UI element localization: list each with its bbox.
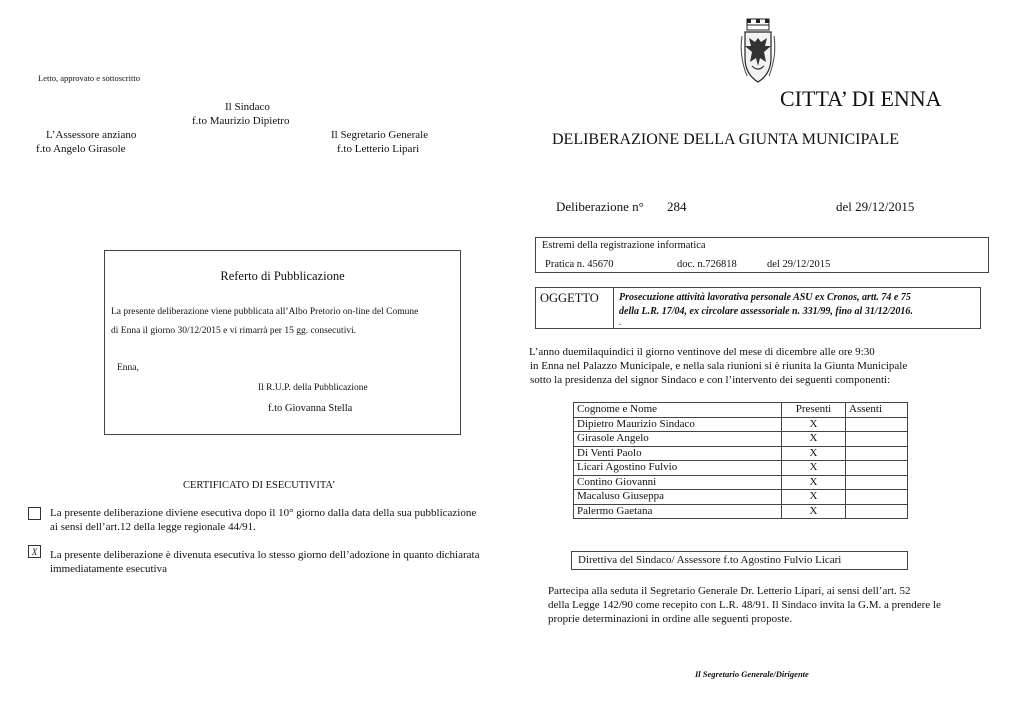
member-present: X [782,432,846,447]
member-absent [846,432,908,447]
member-name: Palermo Gaetana [574,504,782,519]
document-title: DELIBERAZIONE DELLA GIUNTA MUNICIPALE [552,131,899,148]
option1-line2: ai sensi dell’art.12 della legge regionale 44/91. [50,521,256,533]
member-name: Licari Agostino Fulvio [574,461,782,476]
publication-text-line1: La presente deliberazione viene pubblicata all’Albo Pretorio on-line del Comune [111,307,419,317]
coat-of-arms-icon [738,16,778,86]
subject-line3: . [619,317,622,327]
table-row [574,490,908,505]
certificate-title: CERTIFICATO DI ESECUTIVITA’ [183,480,336,491]
subject-line2: della L.R. 17/04, ex circolare assessoriale n. 331/99, fino al 31/12/2016. [619,306,913,317]
secretary-title: Il Segretario Generale [331,129,429,141]
registration-title: Estremi della registrazione informatica [542,240,706,251]
table-row [574,446,908,461]
member-absent [846,475,908,490]
member-present: X [782,446,846,461]
directive-box [571,551,908,570]
secretary-signature: f.to Letterio Lipari [337,143,420,155]
member-present: X [782,475,846,490]
member-absent [846,417,908,432]
member-name: Girasole Angelo [574,432,782,447]
member-absent [846,490,908,505]
publication-report-box [104,250,461,435]
member-absent [846,504,908,519]
deliberation-number: 284 [667,199,687,214]
table-row [574,475,908,490]
option2-line2: immediatamente esecutiva [50,563,167,575]
header-absent: Assenti [846,403,908,418]
members-header-row [574,403,908,418]
option2-checkbox[interactable]: X [28,545,41,558]
subject-text-box [613,287,981,329]
member-name: Contino Giovanni [574,475,782,490]
table-row [574,461,908,476]
member-name: Macaluso Giuseppa [574,490,782,505]
publication-text-line2: di Enna il giorno 30/12/2015 e vi rimarrà per 15 gg. consecutivi. [111,326,357,336]
city-name: CITTA’ DI ENNA [780,86,942,111]
deliberation-label: Deliberazione n° [556,199,644,214]
publication-title: Referto di Pubblicazione [220,269,345,283]
closing-line3: proprie determinazioni in ordine alle seguenti proposte. [548,613,793,625]
header-name: Cognome e Nome [574,403,782,418]
table-row [574,417,908,432]
rup-title: Il R.U.P. della Pubblicazione [258,383,368,393]
intro-line1: L’anno duemilaquindici il giorno ventinove del mese di dicembre alle ore 9:30 [529,346,875,358]
member-name: Di Venti Paolo [574,446,782,461]
intro-line2: in Enna nel Palazzo Municipale, e nella sala riunioni si è riunita la Giunta Municipale [530,360,908,372]
rup-signature: f.to Giovanna Stella [268,403,353,414]
subject-label: OGGETTO [540,291,599,305]
publication-place: Enna, [117,363,139,373]
directive-text: Direttiva del Sindaco/ Assessore f.to Agostino Fulvio Licari [578,554,842,566]
member-absent [846,461,908,476]
closing-line1: Partecipa alla seduta il Segretario Generale Dr. Letterio Lipari, ai sensi dell’art. 52 [548,585,911,597]
closing-line2: della Legge 142/90 come recepito con L.R. 48/91. Il Sindaco invita la G.M. a prendere le [548,599,941,611]
subject-label-box [535,287,614,329]
registration-doc: doc. n.726818 [677,259,737,270]
option1-checkbox[interactable] [28,507,41,520]
registration-date: del 29/12/2015 [767,259,831,270]
table-row [574,504,908,519]
intro-line3: sotto la presidenza del signor Sindaco e con l’intervento dei seguenti componenti: [530,374,891,386]
member-present: X [782,461,846,476]
registration-box [535,237,989,273]
assessor-signature: f.to Angelo Girasole [36,143,126,155]
header-present: Presenti [782,403,846,418]
registration-pratica: Pratica n. 45670 [545,259,614,270]
member-present: X [782,417,846,432]
mayor-signature: f.to Maurizio Dipietro [192,115,290,127]
table-row [574,432,908,447]
member-present: X [782,504,846,519]
member-name: Dipietro Maurizio Sindaco [574,417,782,432]
option1-line1: La presente deliberazione diviene esecutiva dopo il 10° giorno dalla data della sua pubblicazione [50,507,477,519]
member-present: X [782,490,846,505]
footer-signature: Il Segretario Generale/Dirigente [695,669,809,679]
members-table [573,402,908,519]
option2-line1: La presente deliberazione è divenuta esecutiva lo stesso giorno dell’adozione in quanto dichiarata [50,549,480,561]
subject-line1: Prosecuzione attività lavorativa personale ASU ex Cronos, artt. 74 e 75 [619,292,911,303]
approval-line: Letto, approvato e sottoscritto [38,73,140,83]
assessor-title: L’Assessore anziano [46,129,137,141]
member-absent [846,446,908,461]
mayor-title: Il Sindaco [225,101,270,113]
deliberation-date: del 29/12/2015 [836,199,915,214]
